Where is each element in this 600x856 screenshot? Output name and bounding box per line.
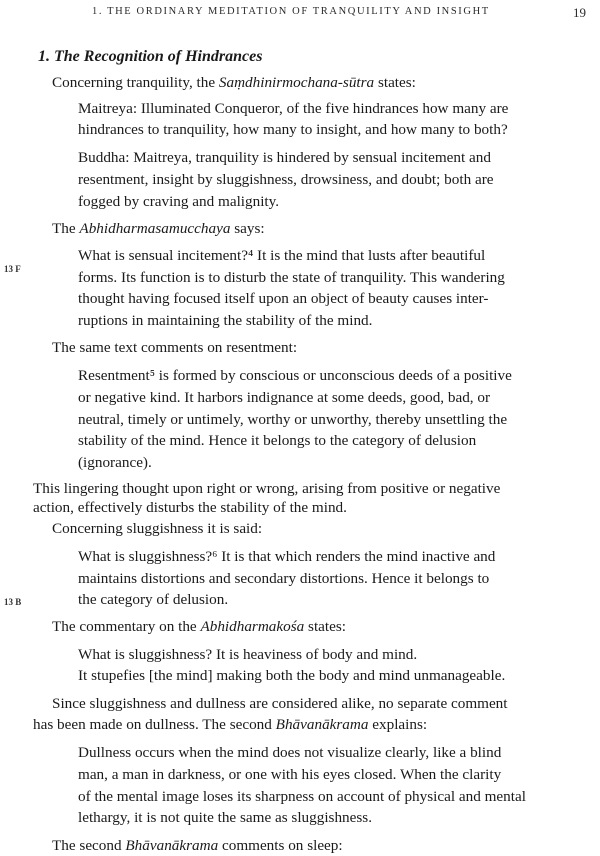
text-line xyxy=(78,569,489,589)
italic-title: Bhāvanākrama xyxy=(125,837,219,854)
italic-title: Abhidharmasamucchaya xyxy=(79,220,231,237)
text-run: man, a man in darkness, or one with his eyes closed. When the clarity xyxy=(78,766,502,783)
text-run: of the mental image loses its sharpness on account of physical and mental xyxy=(78,788,526,805)
text-line xyxy=(78,547,495,567)
text-run: stability of the mind. Hence it belongs to the category of delusion xyxy=(78,432,477,449)
text-run: Concerning tranquility, the xyxy=(52,74,219,91)
text-line xyxy=(78,311,372,331)
italic-title: Bhāvanākrama xyxy=(275,716,369,733)
running-head: 1. THE ORDINARY MEDITATION OF TRANQUILITY AND INSIGHT xyxy=(92,6,490,17)
text-line xyxy=(78,590,228,610)
text-line xyxy=(33,479,500,499)
text-run: has been made on dullness. The second xyxy=(33,716,276,733)
text-run: states: xyxy=(304,618,346,635)
text-run: What is sensual incitement?⁴ It is the mind that lusts after beautiful xyxy=(78,247,486,264)
text-line xyxy=(78,388,490,408)
text-line xyxy=(52,338,297,358)
text-run: Since sluggishness and dullness are considered alike, no separate comment xyxy=(52,695,508,712)
text-line xyxy=(78,645,417,665)
section-heading xyxy=(38,47,262,67)
text-run: the category of delusion. xyxy=(78,591,229,608)
text-run: or negative kind. It harbors indignance at some deeds, good, bad, or xyxy=(78,389,491,406)
text-run: comments on sleep: xyxy=(218,837,343,854)
text-line xyxy=(78,246,485,266)
text-line xyxy=(78,148,491,168)
text-line xyxy=(78,410,507,430)
text-line xyxy=(52,219,265,239)
text-line xyxy=(52,73,416,93)
text-run: Maitreya: Illuminated Conqueror, of the five hindrances how many are xyxy=(78,100,509,117)
text-run: Dullness occurs when the mind does not visualize clearly, like a blind xyxy=(78,744,502,761)
text-run: says: xyxy=(230,220,265,237)
text-line xyxy=(33,715,427,735)
text-run: maintains distortions and secondary distortions. Hence it belongs to xyxy=(78,570,490,587)
text-line xyxy=(78,431,476,451)
text-line xyxy=(78,808,372,828)
text-run: ruptions in maintaining the stability of the mind. xyxy=(78,312,373,329)
text-run: Buddha: Maitreya, tranquility is hindered by sensual incitement and xyxy=(78,149,491,166)
text-run: This lingering thought upon right or wrong, arising from positive or negative xyxy=(33,480,501,497)
text-run: Concerning sluggishness it is said: xyxy=(52,520,263,537)
text-run: action, effectively disturbs the stability of the mind. xyxy=(33,499,347,516)
text-run: (ignorance). xyxy=(78,454,152,471)
text-line xyxy=(78,192,279,212)
text-run: What is sluggishness? It is heaviness of body and mind. xyxy=(78,646,418,663)
text-line xyxy=(52,519,262,539)
text-run: hindrances to tranquility, how many to insight, and how many to both? xyxy=(78,121,508,138)
text-line xyxy=(78,765,501,785)
text-line xyxy=(78,453,152,473)
text-line xyxy=(78,170,494,190)
text-run: It stupefies [the mind] making both the body and mind unmanageable. xyxy=(78,667,506,684)
text-run: The xyxy=(52,220,80,237)
text-line xyxy=(52,836,343,856)
text-line xyxy=(78,787,526,807)
text-run: thought having focused itself upon an object of beauty causes inter- xyxy=(78,290,489,307)
text-line xyxy=(78,289,489,309)
text-line xyxy=(78,120,508,140)
text-run: neutral, timely or untimely, worthy or unworthy, thereby unsettling the xyxy=(78,411,508,428)
text-line xyxy=(33,498,347,518)
margin-note: 13 B xyxy=(4,597,22,607)
text-run: forms. Its function is to disturb the state of tranquility. This wandering xyxy=(78,269,505,286)
page-number: 19 xyxy=(573,5,586,20)
text-line xyxy=(78,366,512,386)
text-run: resentment, insight by sluggishness, drowsiness, and doubt; both are xyxy=(78,171,494,188)
text-run: 1. The Recognition of Hindrances xyxy=(38,48,263,65)
text-run: The second xyxy=(52,837,126,854)
text-line xyxy=(52,617,346,637)
text-line xyxy=(78,268,505,288)
text-run: explains: xyxy=(368,716,428,733)
text-line xyxy=(78,743,501,763)
text-run: The commentary on the xyxy=(52,618,201,635)
margin-note: 13 F xyxy=(4,264,21,274)
text-line xyxy=(78,666,505,686)
italic-title: Abhidharmakośa xyxy=(200,618,305,635)
text-run: Resentment⁵ is formed by conscious or unconscious deeds of a positive xyxy=(78,367,512,384)
text-run: states: xyxy=(374,74,416,91)
text-line xyxy=(78,99,508,119)
text-run: What is sluggishness?⁶ It is that which renders the mind inactive and xyxy=(78,548,496,565)
text-run: The same text comments on resentment: xyxy=(52,339,298,356)
text-run: lethargy, it is not quite the same as sluggishness. xyxy=(78,809,373,826)
italic-title: Saṃdhinirmochana-sūtra xyxy=(218,74,375,91)
text-line xyxy=(52,694,508,714)
text-run: fogged by craving and malignity. xyxy=(78,193,280,210)
